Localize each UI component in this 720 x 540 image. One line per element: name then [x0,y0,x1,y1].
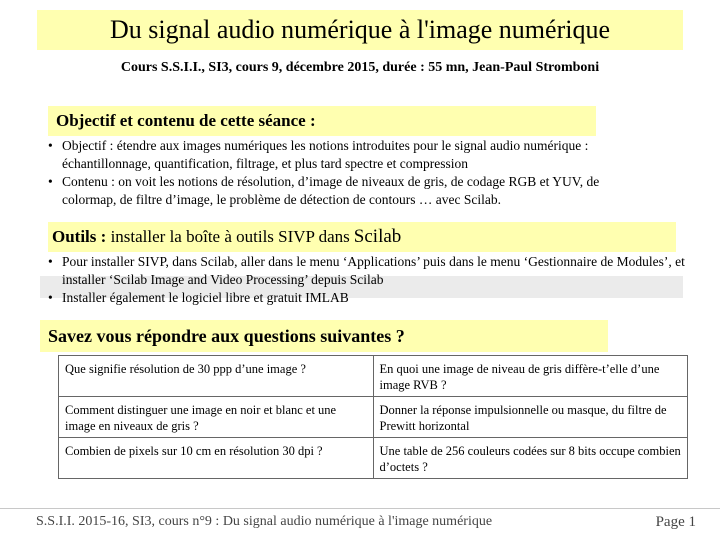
tools-heading-text: installer la boîte à outils SIVP dans [110,227,350,246]
list-item: • Objectif : étendre aux images numériques les notions introduites pour le signal audio numérique : échantillonnage, quantification, filtrage, et plus tard spectre et compression [48,137,648,173]
question-cell: Combien de pixels sur 10 cm en résolution 30 dpi ? [59,438,374,479]
table-row [59,438,688,479]
tools-heading-label: Outils : [52,227,107,246]
table-row [59,356,688,397]
footer-course-info: S.S.I.I. 2015-16, SI3, cours n°9 : Du signal audio numérique à l'image numérique [36,514,493,529]
table-row [59,397,688,438]
page-number: Page 1 [655,514,696,530]
question-cell: Que signifie résolution de 30 ppp d’une image ? [59,356,374,397]
objective-heading: Objectif et contenu de cette séance : [48,106,596,136]
list-item: • Installer également le logiciel libre et gratuit IMLAB [48,289,688,307]
tools-list [48,253,688,307]
footer-divider [0,508,720,509]
questions-heading: Savez vous répondre aux questions suivantes ? [40,320,608,352]
objective-list [48,137,648,209]
list-item: • Contenu : on voit les notions de résolution, d’image de niveaux de gris, de codage RGB et YUV, de colormap, de filtre d’image, le problème de détection de contours … avec Scilab. [48,173,648,209]
tools-heading [48,222,676,252]
question-cell: Comment distinguer une image en noir et blanc et une image en niveaux de gris ? [59,397,374,438]
tools-heading-scilab: Scilab [353,226,402,247]
course-subtitle: Cours S.S.I.I., SI3, cours 9, décembre 2015, durée : 55 mn, Jean-Paul Stromboni [120,60,600,75]
question-cell: Donner la réponse impulsionnelle ou masque, du filtre de Prewitt horizontal [373,397,688,438]
slide-title-text: Du signal audio numérique à l'image numérique [110,15,610,44]
question-cell: En quoi une image de niveau de gris diffère-t’elle d’une image RVB ? [373,356,688,397]
question-cell: Une table de 256 couleurs codées sur 8 bits occupe combien d’octets ? [373,438,688,479]
list-item: • Pour installer SIVP, dans Scilab, aller dans le menu ‘Applications’ puis dans le menu ‘Gestionnaire de Modules’, et installer ‘Scilab Image and Video Processing’ depuis Scilab [48,253,688,289]
questions-table [58,355,688,479]
slide-title [37,10,683,50]
